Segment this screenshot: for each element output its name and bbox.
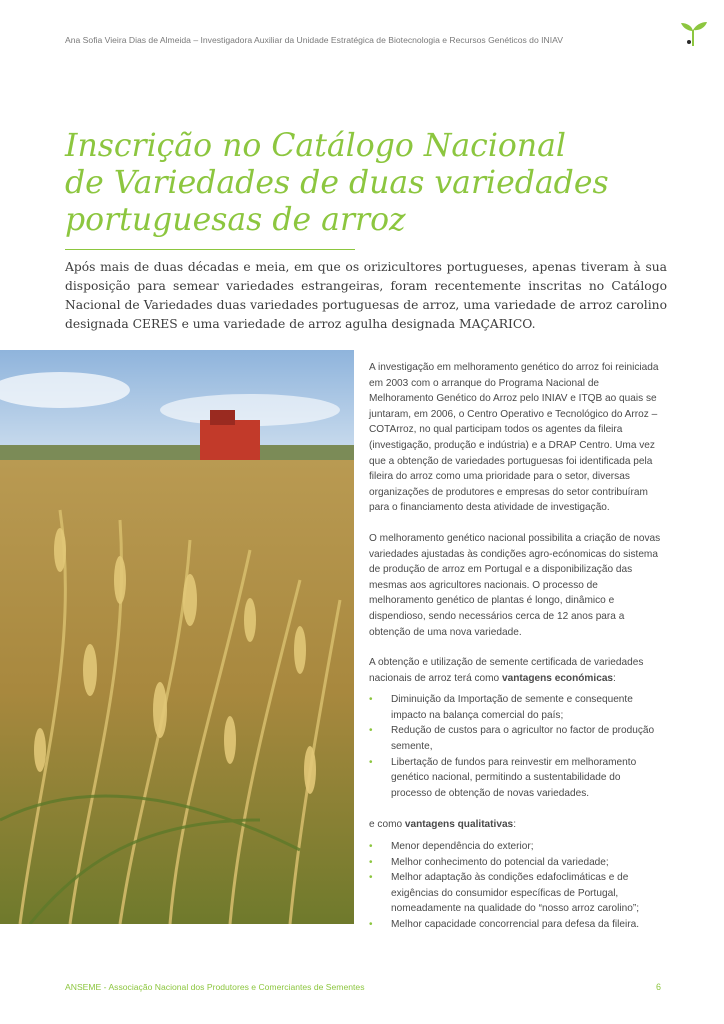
qualitative-advantages-list [369, 839, 661, 933]
economic-intro: A obtenção e utilização de semente certificada de variedades nacionais de arroz terá como vantagens económicas: [369, 657, 644, 684]
list-item: • Libertação de fundos para reinvestir em melhoramento genético nacional, permitindo a sustentabilidade do processo de obtenção de novas variedades. [369, 756, 637, 799]
list-item: • Melhor capacidade concorrencial para defesa da fileira. [369, 919, 640, 930]
header-author-line: Ana Sofia Vieira Dias de Almeida – Investigadora Auxiliar da Unidade Estratégica de Biotecnologia e Recursos Genéticos do INIAV [65, 35, 563, 45]
footer-organization: ANSEME - Associação Nacional dos Produtores e Comerciantes de Sementes [65, 982, 365, 992]
sprout-logo-icon [678, 18, 708, 48]
page-title [65, 128, 665, 239]
title-line-1: Inscrição no Catálogo Nacional [65, 128, 567, 164]
title-line-3: portuguesas de arroz [65, 202, 406, 238]
body-column [369, 360, 661, 949]
list-item: • Diminuição da Importação de semente e consequente impacto na balança comercial do país; [369, 694, 633, 721]
title-underline [65, 249, 355, 250]
list-item: • Melhor conhecimento do potencial da variedade; [369, 856, 609, 868]
lead-paragraph: Após mais de duas décadas e meia, em que os orizicultores portugueses, apenas tiveram à sua disposição para semear variedades estrangeiras, foram recentemente inscritas no Catálogo Nacional de Variedades duas variedades portuguesas de arroz, uma variedade de arroz carolino designada CERES e uma variedade de arroz agulha designada MAÇARICO. [65, 260, 667, 331]
body-paragraph-2: O melhoramento genético nacional possibilita a criação de novas variedades ajustadas às condições agro-ecónomicas do sistema de produção de arroz em Portugal e a disponibilização das mesmas aos agricultores nacionais. O processo de melhoramento genético de plantas é longo, dinâmico e dispendioso, sendo necessários cerca de 12 anos para a obtenção de uma nova variedade. [369, 532, 661, 638]
title-line-2: de Variedades de duas variedades [65, 165, 609, 201]
rice-field-photo [0, 350, 354, 924]
list-item: • Melhor adaptação às condições edafoclimáticas e de exigências do consumidor específicas de Portugal, nomeadamente na qualidade do “nosso arroz carolino”; [369, 872, 640, 915]
body-paragraph-1: A investigação em melhoramento genético do arroz foi reiniciada em 2003 com o arranque do Programa Nacional de Melhoramento Genético do Arroz pelo INIAV e ITQB ao quais se juntaram, em 2006, o Centro Operativo e Tecnológico do Arroz – COTArroz, no qual participam todos os agentes da fileira (investigação, produção e indústria) e a DRAP Centro. Uma vez que a obtenção de variedades portuguesas foi identificada pela fileira do arroz como uma prioridade para o setor, diversas organizações de produtores e empresas do setor contribuíram para o financiamento desta atividade de investigação. [369, 362, 659, 514]
economic-advantages-list [369, 692, 661, 801]
list-item: • Menor dependência do exterior; [369, 841, 534, 853]
qualitative-intro: e como vantagens qualitativas: [369, 819, 516, 831]
page-number: 6 [656, 982, 662, 992]
list-item: • Redução de custos para o agricultor no factor de produção semente, [369, 725, 655, 753]
